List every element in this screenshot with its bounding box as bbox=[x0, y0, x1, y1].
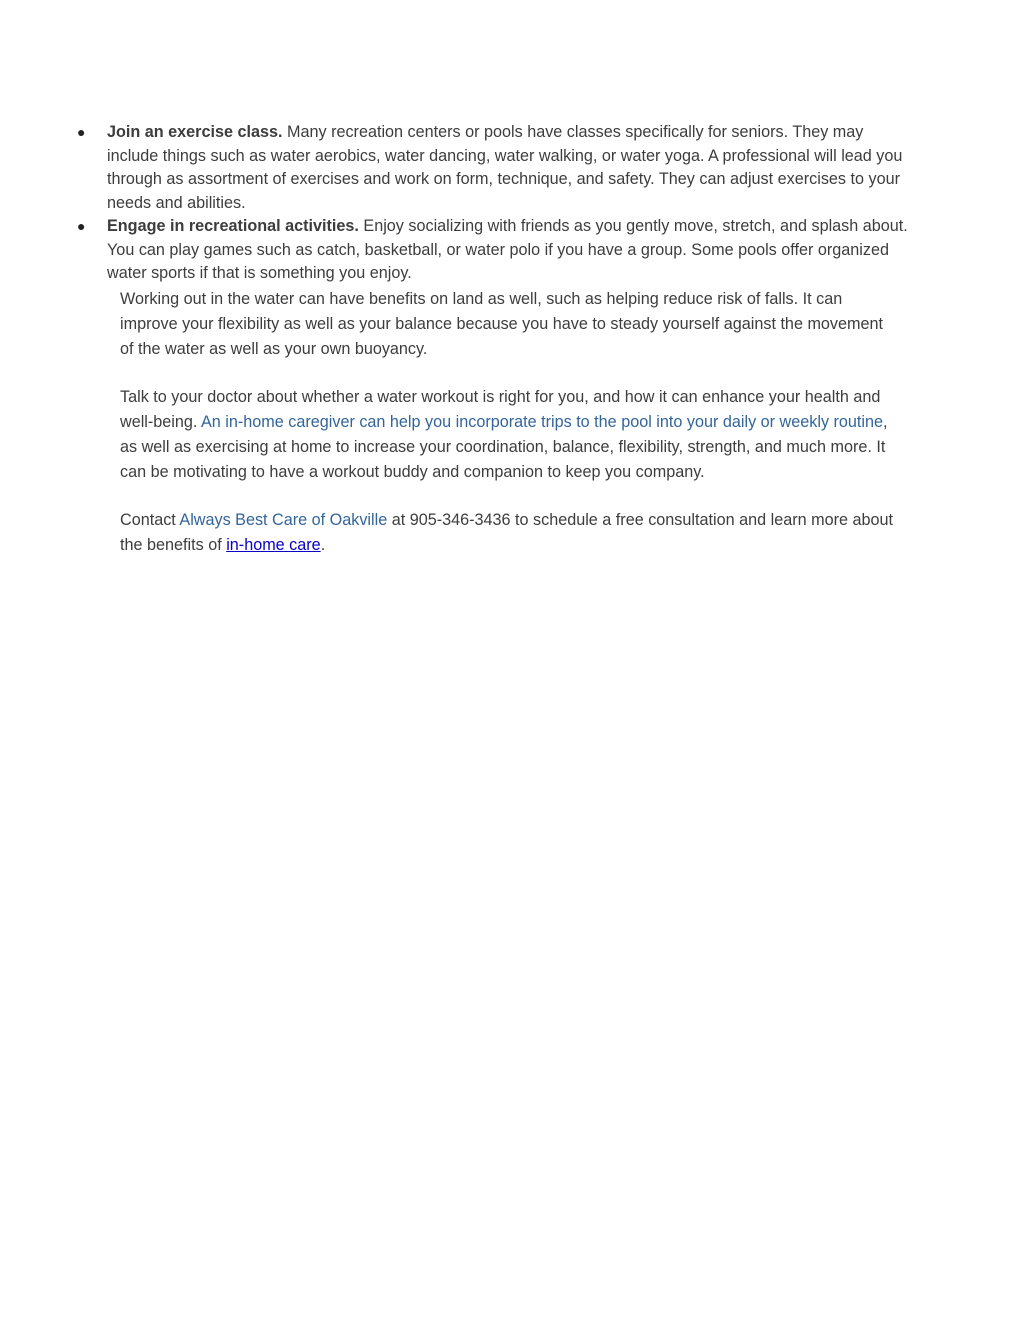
bullet-title: Engage in recreational activities. bbox=[107, 217, 359, 235]
paragraph-text: , as well as exercising at home to increase your coordination, balance, flexibility, strength, and much more. It can be motivating to have a workout buddy and companion to keep you company. bbox=[120, 413, 888, 481]
always-best-care-link[interactable]: Always Best Care of Oakville bbox=[179, 511, 388, 529]
paragraph-land-benefits: Working out in the water can have benefits on land as well, such as helping reduce risk of falls. It can improve your flexibility as well as your balance because you have to steady yourself against the movement of the water as well as your own buoyancy. bbox=[120, 290, 884, 358]
bullet-list bbox=[70, 121, 910, 286]
bullet-icon: ● bbox=[77, 218, 86, 234]
bullet-icon: ● bbox=[77, 124, 86, 140]
body-paragraphs bbox=[120, 287, 895, 581]
in-home-care-link[interactable]: in-home care bbox=[226, 536, 321, 554]
caregiver-link[interactable]: An in-home caregiver can help you incorporate trips to the pool into your daily or weekly routine bbox=[200, 413, 884, 431]
paragraph-talk-to-doctor bbox=[120, 385, 895, 485]
bullet-item-recreational-activities bbox=[70, 215, 910, 286]
paragraph-text: . bbox=[320, 536, 326, 554]
bullet-title: Join an exercise class. bbox=[107, 123, 283, 141]
paragraph-text: Talk to your doctor about whether a water workout is right for you, and how it can enhance your health and well-being. bbox=[120, 388, 881, 431]
bullet-item-exercise-class bbox=[70, 121, 910, 215]
bullet-text: Enjoy socializing with friends as you gently move, stretch, and splash about. You can play games such as catch, basketball, or water polo if you have a group. Some pools offer organized water sports if that is something you enjoy. bbox=[107, 217, 908, 282]
paragraph-text: Contact bbox=[120, 511, 180, 529]
paragraph-contact bbox=[120, 508, 895, 558]
paragraph-text: at 905-346-3436 to schedule a free consultation and learn more about the benefits of bbox=[120, 511, 893, 554]
bullet-text: Many recreation centers or pools have classes specifically for seniors. They may include things such as water aerobics, water dancing, water walking, or water yoga. A professional will lead you through as assortment of exercises and work on form, technique, and safety. They can adjust exercises to your needs and abilities. bbox=[107, 123, 903, 212]
